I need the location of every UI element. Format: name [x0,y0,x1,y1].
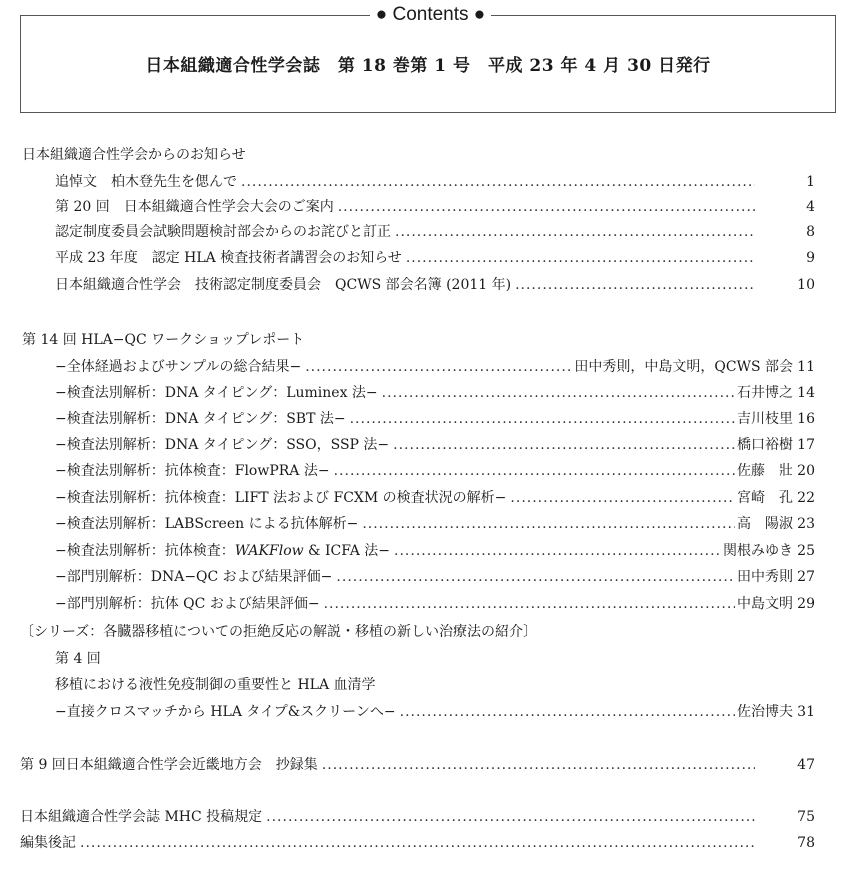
entry-title[interactable]: 日本組織適合性学会 技術認定制度委員会 QCWS 部会名簿 (2011 年) [55,277,512,293]
entry-title[interactable]: 第 20 回 日本組織適合性学会大会のご案内 [55,199,334,215]
dot-leader [382,381,735,405]
entry-title-suffix: & ICFA 法− [303,543,391,559]
entry-title[interactable]: 追悼文 柏木登先生を偲んで [55,174,237,190]
dot-leader [350,407,735,431]
dot-leader [400,700,735,724]
toc-entry[interactable] [0,407,861,431]
entry-title[interactable]: 認定制度委員会試験問題検討部会からのお詫びと訂正 [55,224,391,240]
toc-entry[interactable] [0,273,861,297]
dot-leader [515,273,755,297]
page-number: 29 [797,596,815,612]
author: 石井博之 [737,385,793,401]
author: 橋口裕樹 [737,437,793,453]
dot-leader [362,512,735,536]
author: 宮崎 孔 [737,490,793,506]
bullet-icon: ● [375,4,388,25]
dot-leader [395,220,755,244]
entry-subheading: 移植における液性免疫制御の重要性と HLA 血清学 [55,677,376,693]
entry-title[interactable]: 日本組織適合性学会誌 MHC 投稿規定 [20,809,263,825]
page-number: 47 [797,757,815,773]
entry-title-prefix: −検査法別解析：抗体検査： [55,543,235,559]
toc-entry[interactable] [0,486,861,510]
page-number: 78 [797,835,815,851]
author: 高 陽淑 [737,516,793,532]
dot-leader [336,565,735,589]
toc-entry[interactable] [0,220,861,244]
entry-title[interactable]: −検査法別解析：DNA タイピング：SBT 法− [55,411,346,427]
page-number: 23 [797,516,815,532]
toc-subheading [0,673,861,697]
page-number: 16 [797,411,815,427]
dot-leader [334,459,735,483]
page-number: 31 [797,704,815,720]
author: 佐治博夫 [737,704,793,720]
toc-entry[interactable] [0,565,861,589]
page-number: 22 [797,490,815,506]
toc-entry[interactable] [0,195,861,219]
entry-title[interactable]: 平成 23 年度 認定 HLA 検査技術者講習会のお知らせ [55,250,402,266]
author: 佐藤 壯 [737,463,793,479]
section-heading [0,143,861,167]
page-number: 20 [797,463,815,479]
page-number: 9 [806,250,815,266]
entry-subheading: 第 4 回 [55,651,101,667]
journal-title: 日本組織適合性学会誌 第 18 巻第 1 号 平成 23 年 4 月 30 日発行 [145,56,711,76]
entry-title[interactable]: 第 9 回日本組織適合性学会近畿地方会 抄録集 [20,757,318,773]
toc-entry[interactable] [0,355,861,379]
entry-title[interactable]: −全体経過およびサンプルの総合結果− [55,359,302,375]
entry-title[interactable] [55,539,390,563]
dot-leader [338,195,755,219]
section-heading [0,620,861,644]
toc-entry[interactable] [0,512,861,536]
section-heading [0,328,861,352]
author: 吉川枝里 [737,411,793,427]
toc-entry[interactable] [0,433,861,457]
toc-entry[interactable] [0,381,861,405]
entry-title[interactable]: −検査法別解析：DNA タイピング：Luminex 法− [55,385,378,401]
author: 田中秀則 [737,569,793,585]
author: 田中秀則，中島文明，QCWS 部会 [574,359,793,375]
dot-leader [393,433,735,457]
toc-entry[interactable] [0,459,861,483]
entry-title[interactable]: 編集後記 [20,835,76,851]
bullet-icon: ● [473,4,486,25]
page-number: 25 [797,543,815,559]
dot-leader [324,592,735,616]
author: 中島文明 [737,596,793,612]
dot-leader [241,170,755,194]
entry-title[interactable]: −検査法別解析：抗体検査：FlowPRA 法− [55,463,330,479]
toc-entry[interactable] [0,700,861,724]
contents-label: Contents [392,4,469,25]
author: 関根みゆき [723,543,793,559]
toc-entry[interactable] [0,246,861,270]
page-number: 27 [797,569,815,585]
entry-title[interactable]: −部門別解析：抗体 QC および結果評価− [55,596,320,612]
toc-subheading [0,647,861,671]
section-title: 〔シリーズ：各臓器移植についての拒絶反応の解説・移植の新しい治療法の紹介〕 [20,624,538,640]
dot-leader [394,539,721,563]
entry-title[interactable]: −直接クロスマッチから HLA タイプ&スクリーンへ− [55,704,396,720]
toc-entry[interactable] [0,539,861,563]
entry-title[interactable]: −検査法別解析：LABScreen による抗体解析− [55,516,359,532]
toc-entry[interactable] [0,753,861,777]
section-title: 第 14 回 HLA−QC ワークショップレポート [22,332,305,348]
page-number: 10 [797,277,815,293]
dot-leader [510,486,735,510]
dot-leader [266,805,755,829]
entry-title-italic: WAKFlow [234,543,304,559]
contents-heading [0,3,861,27]
page-number: 11 [797,359,815,375]
toc-entry[interactable] [0,592,861,616]
toc-entry[interactable] [0,170,861,194]
entry-title[interactable]: −検査法別解析：DNA タイピング：SSO，SSP 法− [55,437,390,453]
page-number: 14 [797,385,815,401]
toc-entry[interactable] [0,805,861,829]
entry-title[interactable]: −部門別解析：DNA−QC および結果評価− [55,569,333,585]
dot-leader [322,753,755,777]
page-number: 8 [806,224,815,240]
dot-leader [305,355,572,379]
page-number: 17 [797,437,815,453]
section-title: 日本組織適合性学会からのお知らせ [22,147,246,163]
entry-title[interactable]: −検査法別解析：抗体検査：LIFT 法および FCXM の検査状況の解析− [55,490,507,506]
dot-leader [80,831,755,855]
page-number: 1 [806,174,815,190]
dot-leader [406,246,755,270]
page-number: 4 [806,199,815,215]
toc-entry[interactable] [0,831,861,855]
page-number: 75 [797,809,815,825]
